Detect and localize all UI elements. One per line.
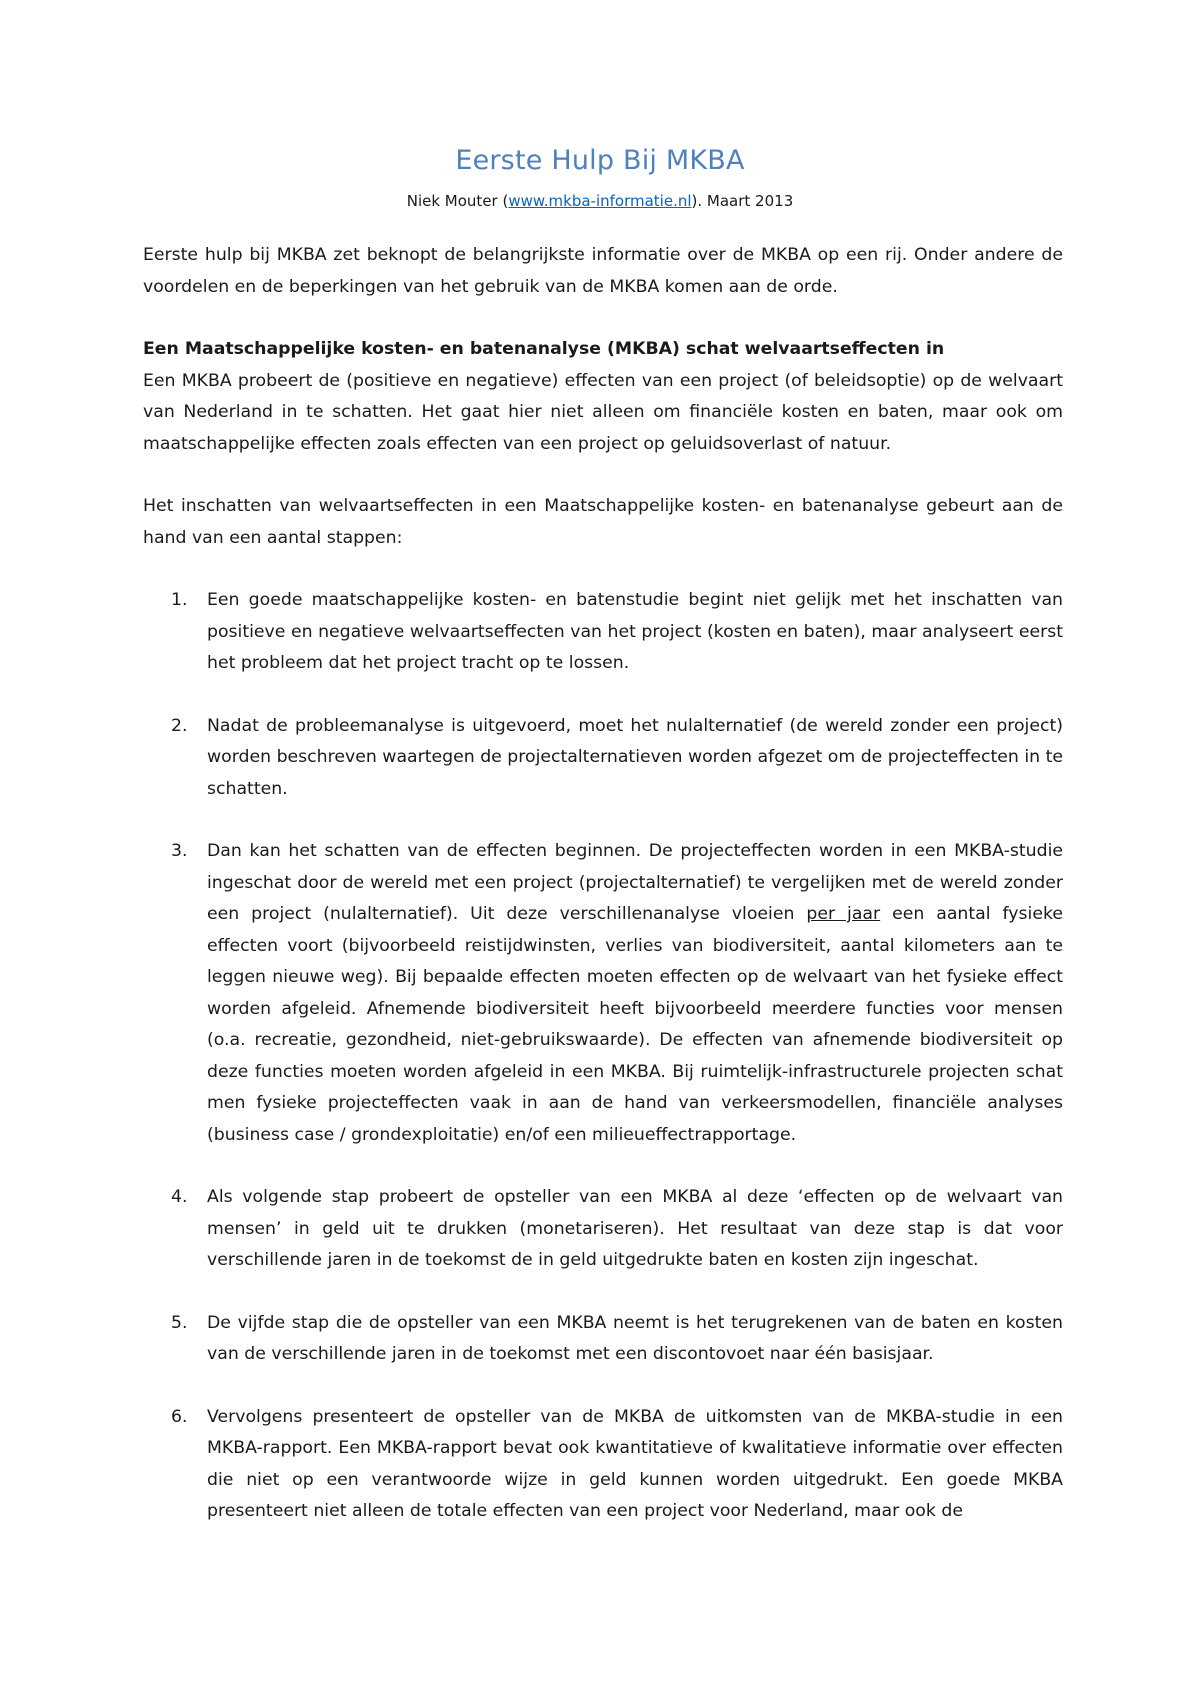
list-item (143, 585, 1063, 680)
list-item-number: 3. (171, 841, 188, 861)
list-item-text: Nadat de probleemanalyse is uitgevoerd, moet het nulalternatief (de wereld zonder een project) worden beschreven waartegen de projectalternatieven worden afgezet om de projecteffecten in te schatten. (207, 715, 1063, 799)
list-item-number: 5. (171, 1312, 188, 1333)
document-byline (0, 192, 1200, 210)
list-item-text: De vijfde stap die de opsteller van een MKBA neemt is het terugrekenen van de baten en kosten van de verschillende jaren in de toekomst met een discontovoet naar één basisjaar. (207, 1312, 1063, 1364)
list-item-text-part: Dan kan het schatten van de effecten beginnen. De projecteffecten worden in een MKBA-studie ingeschat door de wereld met een project (projectalternatief) te vergelijken met de wereld zonder een project (nulalternatief). Uit deze verschillenanalyse vloeien (207, 841, 1063, 924)
list-item-number: 4. (171, 1187, 188, 1207)
section-paragraph: Een MKBA probeert de (positieve en negatieve) effecten van een project (of beleidsoptie) op de welvaart van Nederland in te schatten. Het gaat hier niet alleen om financiële kosten en baten, maar ook om maatschappelijke effecten zoals effecten van een project op geluidsoverlast of natuur. (143, 370, 1063, 454)
byline-prefix: Niek Mouter ( (406, 192, 509, 210)
list-item (143, 711, 1063, 806)
list-item-text: Een goede maatschappelijke kosten- en batenstudie begint niet gelijk met het inschatten van positieve en negatieve welvaartseffecten van het project (kosten en baten), maar analyseert eerst het probleem dat het project tracht op te lossen. (207, 590, 1063, 673)
list-item-text (207, 841, 1063, 1145)
list-item-number: 2. (171, 715, 188, 736)
list-item-number: 6. (171, 1406, 188, 1427)
list-item-number: 1. (171, 590, 188, 610)
steps-list (143, 585, 1063, 1528)
intro-paragraph: Eerste hulp bij MKBA zet beknopt de belangrijkste informatie over de MKBA op een rij. Onder andere de voordelen en de beperkingen van het gebruik van de MKBA komen aan de orde. (143, 245, 1063, 297)
list-item (143, 1182, 1063, 1277)
list-item-text: Vervolgens presenteert de opsteller van de MKBA de uitkomsten van de MKBA-studie in een MKBA-rapport. Een MKBA-rapport bevat ook kwantitatieve of kwalitatieve informatie over effecten die niet op een verantwoorde wijze in geld kunnen worden uitgedrukt. Een goede MKBA presenteert niet alleen de totale effecten van een project voor Nederland, maar ook de (207, 1406, 1063, 1521)
list-item (143, 836, 1063, 1151)
section-heading: Een Maatschappelijke kosten- en batenanalyse (MKBA) schat welvaartseffecten in (143, 339, 945, 359)
website-link[interactable]: www.mkba-informatie.nl (508, 192, 692, 210)
underlined-phrase: per jaar (806, 904, 881, 924)
steps-intro-paragraph: Het inschatten van welvaartseffecten in een Maatschappelijke kosten- en batenanalyse gebeurt aan de hand van een aantal stappen: (143, 496, 1063, 548)
document-title: Eerste Hulp Bij MKBA (455, 145, 745, 176)
list-item-text: Als volgende stap probeert de opsteller van een MKBA al deze ‘effecten op de welvaart van mensen’ in geld uit te drukken (monetariseren). Het resultaat van deze stap is dat voor verschillende jaren in de toekomst de in geld uitgedrukte baten en kosten zijn ingeschat. (207, 1187, 1063, 1270)
list-item (143, 1402, 1063, 1528)
document-body (143, 240, 1063, 1559)
list-item-text-part: een aantal fysieke effecten voort (bijvoorbeeld reistijdwinsten, verlies van biodiversiteit, aantal kilometers aan te leggen nieuwe weg). Bij bepaalde effecten moeten effecten op de welvaart van het fysieke effect worden afgeleid. Afnemende biodiversiteit heeft bijvoorbeeld meerdere functies voor mensen (o.a. recreatie, gezondheid, niet-gebruikswaarde). De effecten van afnemende biodiversiteit op deze functies moeten worden afgeleid in een MKBA. Bij ruimtelijk-infrastructurele projecten schat men fysieke projecteffecten vaak in aan de hand van verkeersmodellen, financiële analyses (business case / grondexploitatie) en/of een milieueffectrapportage. (207, 904, 1063, 1145)
list-item (143, 1308, 1063, 1371)
byline-suffix: ). Maart 2013 (691, 192, 794, 210)
